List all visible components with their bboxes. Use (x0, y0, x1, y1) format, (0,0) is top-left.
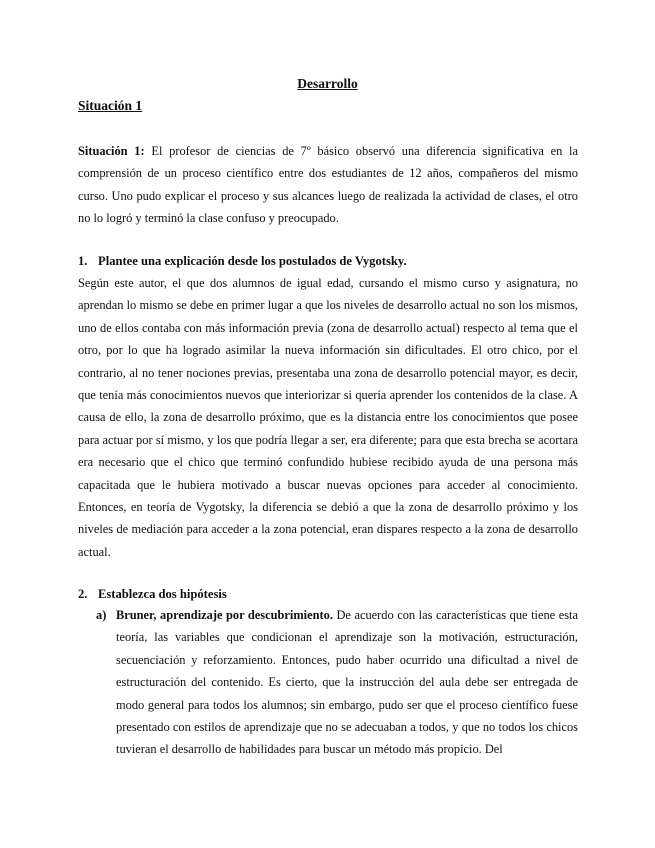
section-subtitle: Situación 1 (78, 98, 143, 113)
hypothesis-a-label: Bruner, aprendizaje por descubrimiento. (116, 608, 333, 622)
intro-text: El profesor de ciencias de 7º básico observó una diferencia significativa en la comprensión de un proceso científico entre dos estudiantes de 12 años, compañeros del mismo curso. Uno pudo explicar el proceso y sus alcances luego de realizada la actividad de clases, el otro no lo logró y terminó la clase confuso y preocupado. (78, 144, 579, 226)
question-1-heading (78, 253, 407, 269)
question-1-number: 1. (78, 254, 88, 268)
page-title: Desarrollo (297, 76, 358, 91)
hypothesis-a-text: De acuerdo con las características que tiene esta teoría, las variables que condicionan el aprendizaje son la motivación, estructuración, secuenciación y reforzamiento. Entonces, pudo haber ocurrido una dificultad a nivel de estructuración del contenido. Es cierto, que la instrucción del aula debe ser entregada de modo general para todos los alumnos; sin embargo, pudo ser que el proceso científico fuese presentado con estilos de aprendizaje que no se adecuaban a todos, y que no todos los chicos tuvieran el desarrollo de habilidades para buscar un método más propicio. Del (116, 608, 578, 757)
question-2-number: 2. (78, 587, 88, 601)
question-2-heading (78, 586, 227, 602)
question-1-answer: Según este autor, el que dos alumnos de igual edad, cursando el mismo curso y asignatura, no aprendan lo mismo se debe en primer lugar a que los niveles de desarrollo actual no son los mismos, uno de ellos contaba con más información previa (zona de desarrollo actual) respecto al tema que el otro, por lo que ha logrado asimilar la nueva información sin dificultades. El otro chico, por el contrario, al no tener nociones previas, presentaba una zona de desarrollo potencial mayor, es decir, que tenía más conocimientos nuevos que interiorizar si quería aprender los contenidos de la clase. A causa de ello, la zona de desarrollo próximo, que es la distancia entre los conocimientos que posee para actuar por sí mismo, y los que podría llegar a ser, era diferente; para que esta brecha se acortara era necesario que el chico que terminó confundido hubiese recibido ayuda de una persona más capacitada que le hubiera motivado a buscar nuevas opciones para acceder al conocimiento. Entonces, en teoría de Vygotsky, la diferencia se debió a que la zona de desarrollo próximo y los niveles de mediación para acceder a la zona potencial, eran dispares respecto a la zona de desarrollo actual. (78, 276, 578, 559)
hypothesis-a-marker: a) (96, 608, 107, 622)
question-1-text: Plantee una explicación desde los postulados de Vygotsky. (98, 254, 407, 268)
intro-label: Situación 1: (78, 144, 145, 158)
question-2-text: Establezca dos hipótesis (98, 587, 227, 601)
hypothesis-a (96, 604, 578, 761)
intro-paragraph (78, 140, 578, 230)
hypothesis-a-body (116, 604, 578, 761)
